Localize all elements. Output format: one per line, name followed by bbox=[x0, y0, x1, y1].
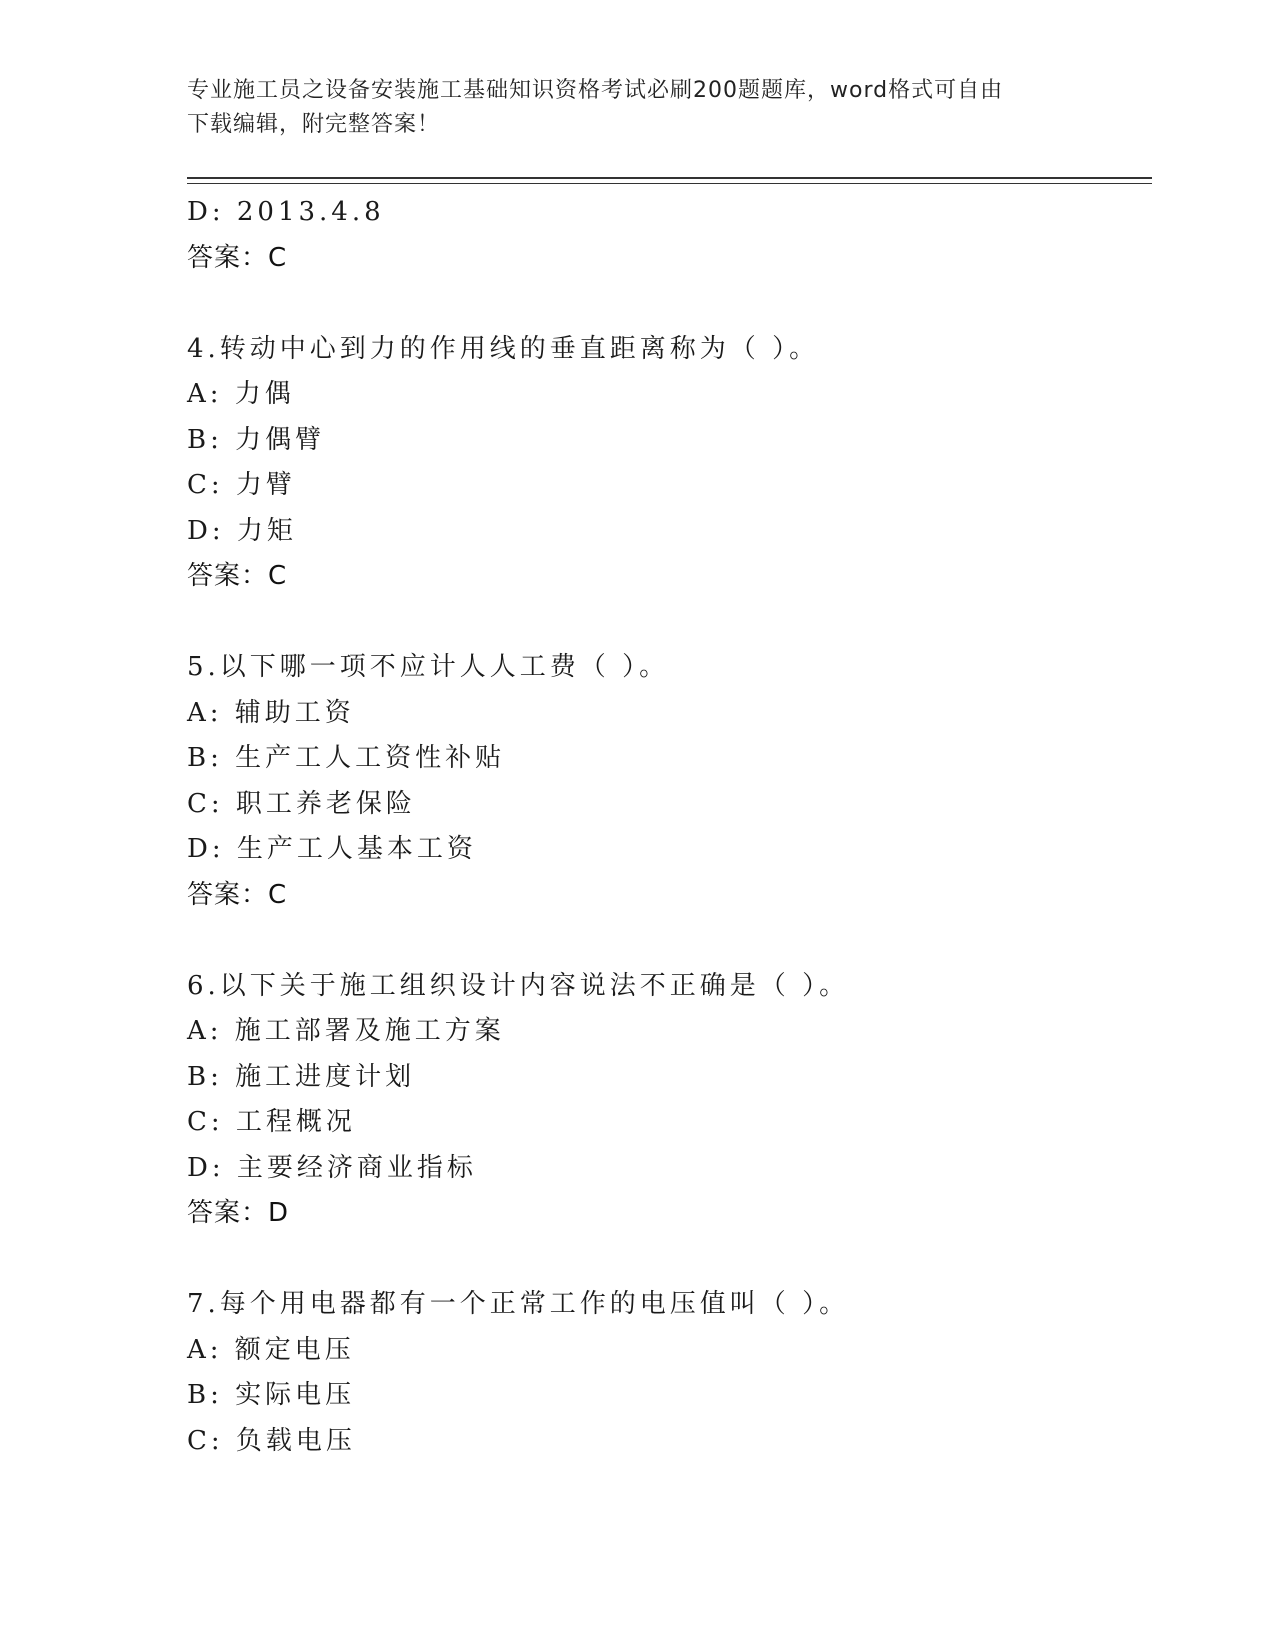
question-stem: 4.转动中心到力的作用线的垂直距离称为（ ）。 bbox=[187, 333, 820, 364]
header-divider-thick bbox=[187, 177, 1152, 179]
option-c: C: 工程概况 bbox=[187, 1107, 356, 1137]
header-line-1: 专业施工员之设备安装施工基础知识资格考试必刷200题题库，word格式可自由 bbox=[187, 78, 1004, 103]
option-c: C: 力臂 bbox=[187, 470, 296, 500]
question-stem: 7.每个用电器都有一个正常工作的电压值叫（ ）。 bbox=[187, 1289, 850, 1319]
option-a: A: 辅助工资 bbox=[187, 697, 355, 728]
option-c: C: 职工养老保险 bbox=[187, 788, 416, 819]
answer-line: 答案：C bbox=[187, 561, 288, 591]
spacer bbox=[187, 918, 1147, 964]
answer-line: 答案：C bbox=[187, 242, 288, 273]
header-divider-thin bbox=[187, 183, 1152, 184]
option-d: D: 力矩 bbox=[187, 515, 297, 546]
question-5 bbox=[187, 645, 1147, 918]
option-b: B: 生产工人工资性补贴 bbox=[187, 743, 506, 773]
option-b: B: 力偶臂 bbox=[187, 424, 326, 455]
spacer bbox=[187, 600, 1147, 646]
header-line-2: 下载编辑，附完整答案！ bbox=[187, 112, 441, 137]
document-header bbox=[187, 74, 1087, 142]
option-d: D: 2013.4.8 bbox=[187, 197, 385, 227]
question-4 bbox=[187, 327, 1147, 600]
question-list bbox=[187, 190, 1147, 1464]
question-7 bbox=[187, 1282, 1147, 1464]
option-c: C: 负载电压 bbox=[187, 1425, 356, 1456]
option-d: D: 主要经济商业指标 bbox=[187, 1152, 477, 1183]
option-a: A: 力偶 bbox=[187, 379, 295, 409]
option-a: A: 额定电压 bbox=[187, 1334, 355, 1365]
answer-line: 答案：C bbox=[187, 879, 288, 910]
answer-line: 答案：D bbox=[187, 1198, 290, 1228]
spacer bbox=[187, 1237, 1147, 1283]
question-6 bbox=[187, 964, 1147, 1237]
question-stem: 5.以下哪一项不应计人人工费（ ）。 bbox=[187, 652, 670, 682]
option-a: A: 施工部署及施工方案 bbox=[187, 1016, 505, 1046]
question-stem: 6.以下关于施工组织设计内容说法不正确是（ ）。 bbox=[187, 970, 850, 1001]
option-b: B: 施工进度计划 bbox=[187, 1061, 416, 1092]
spacer bbox=[187, 281, 1147, 327]
option-b: B: 实际电压 bbox=[187, 1380, 356, 1410]
option-d: D: 生产工人基本工资 bbox=[187, 834, 477, 864]
